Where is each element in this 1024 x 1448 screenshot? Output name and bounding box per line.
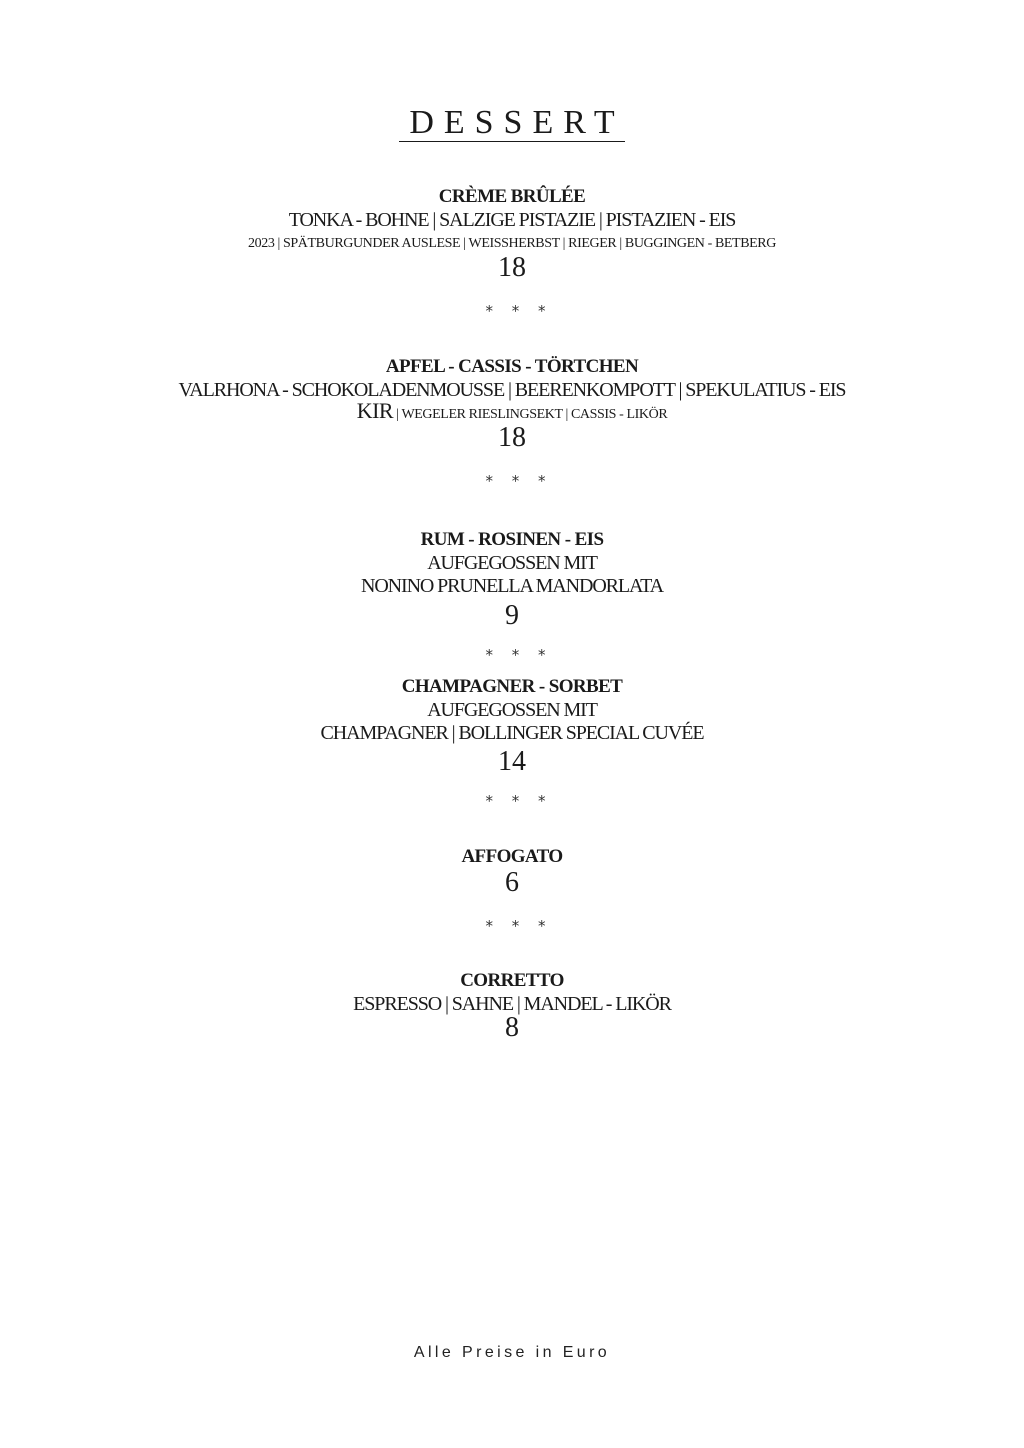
menu-item-name: CORRETTO — [460, 970, 564, 991]
menu-item-description: AUFGEGOSSEN MIT — [427, 699, 597, 721]
menu-item-price: 9 — [505, 600, 519, 631]
menu-item-description: VALRHONA - SCHOKOLADENMOUSSE | BEERENKOMPOTT | SPEKULATIUS - EIS — [178, 379, 846, 401]
menu-item-price: 14 — [498, 746, 526, 777]
separator: * * * — [485, 792, 553, 810]
wine-pairing-lead: KIR — [356, 398, 394, 423]
menu-item-description: AUFGEGOSSEN MIT — [427, 552, 597, 574]
menu-item-name: APFEL - CASSIS - TÖRTCHEN — [385, 356, 639, 377]
menu-item-price: 18 — [498, 252, 526, 283]
menu-item-name: RUM - ROSINEN - EIS — [420, 529, 604, 550]
separator: * * * — [485, 917, 553, 935]
menu-item-description: NONINO PRUNELLA MANDORLATA — [360, 575, 663, 597]
wine-pairing-detail: | WEGELER RIESLINGSEKT | CASSIS - LIKÖR — [393, 407, 668, 422]
separator: * * * — [485, 302, 553, 320]
menu-item-description: CHAMPAGNER | BOLLINGER SPECIAL CUVÉE — [320, 722, 704, 744]
menu-item-wine-pairing: 2023 | SPÄTBURGUNDER AUSLESE | WEISSHERBST | RIEGER | BUGGINGEN - BETBERG — [248, 236, 776, 251]
menu-item-name: AFFOGATO — [461, 846, 563, 867]
page-title — [0, 103, 1024, 143]
menu-item-price: 6 — [505, 867, 519, 898]
page-title-text: DESSERT — [399, 105, 624, 142]
separator: * * * — [485, 472, 553, 490]
menu-item-price: 8 — [505, 1012, 519, 1043]
separator: * * * — [485, 646, 553, 664]
menu-item-description: TONKA - BOHNE | SALZIGE PISTAZIE | PISTAZIEN - EIS — [288, 209, 736, 231]
menu-item-description: ESPRESSO | SAHNE | MANDEL - LIKÖR — [353, 993, 671, 1015]
menu-item-price: 18 — [498, 422, 526, 453]
footer-note: Alle Preise in Euro — [413, 1344, 611, 1361]
menu-item-name: CHAMPAGNER - SORBET — [401, 676, 623, 697]
menu-item-name: CRÈME BRÛLÉE — [438, 186, 586, 207]
